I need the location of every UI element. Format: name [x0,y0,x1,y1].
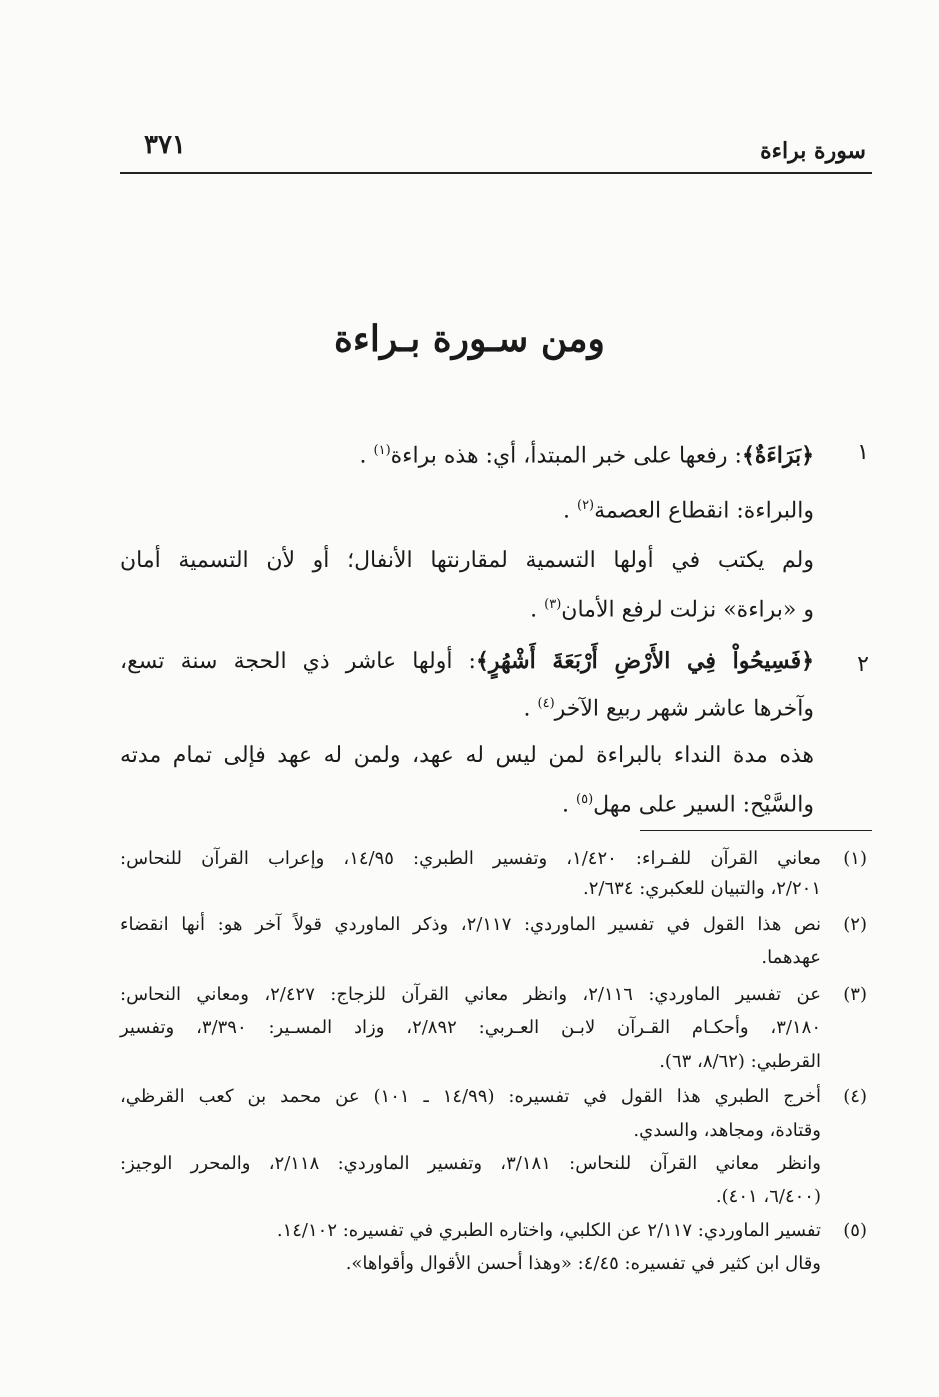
footnote-4-line-2: وقتادة، ومجاهد، والسدي. [633,1120,821,1141]
verse-2-line-2: وآخرها عاشر شهر ربيع الآخر$^{(٤)}$ . [523,696,814,722]
footnote-4-line-1: أخرج الطبري هذا القول في تفسيره: (١٤/٩٩ ـ ١٠١) عن محمد بن كعب القرظي، [120,1086,821,1107]
commentary-text: : أولها عاشر ذي الحجة سنة تسع، [120,649,476,674]
verse-1-line: ﴿بَرَاءَةٌ﴾: رفعها على خبر المبتدأ، أي: هذه براءة$^{(١)}$ . [359,442,814,469]
running-header [120,128,872,174]
page-number: ٣٧١ [144,130,186,160]
verse-number-2: ٢ [857,652,869,677]
footnote-ref: (٥) [576,792,594,807]
footnote-number-3: (٣) [843,984,867,1005]
footnote-3-line-1: عن تفسير الماوردي: ٢/١١٦، وانظر معاني القرآن للزجاج: ٢/٤٢٧، ومعاني النحاس: [120,984,822,1005]
footnote-2-line-2: عهدهما. [761,947,821,968]
paragraph-baraa-definition: والبراءة: انقطاع العصمة$^{(٢)}$ . [562,498,814,524]
chapter-title: ومن سـورة بـراءة [334,318,605,360]
footnote-1-line-2: ٢/٢٠١، والتبيان للعكبري: ٢/٦٣٤. [583,878,821,899]
footnote-number-2: (٢) [843,914,867,935]
footnote-1-line-1: معاني القرآن للفـراء: ١/٤٢٠، وتفسير الطبري: ١٤/٩٥، وإعراب القرآن للنحاس: [120,848,821,869]
paragraph-duration-line-1: هذه مدة النداء بالبراءة لمن ليس له عهد، ولمن له عهد فإلى تمام مدته [120,743,814,768]
commentary-text: والبراءة: انقطاع العصمة [594,498,814,524]
header-surah-name: سورة براءة [760,138,866,164]
quran-text: ﴿بَرَاءَةٌ﴾ [741,442,814,469]
verse-number-1: ١ [857,440,869,465]
footnote-number-5: (٥) [843,1220,867,1241]
paragraph-duration-line-2: والسَّيْح: السير على مهل$^{(٥)}$ . [562,792,814,818]
paragraph-basmala-line-2: و «براءة» نزلت لرفع الأمان$^{(٣)}$ . [530,597,814,623]
footnote-separator [640,830,872,831]
footnote-5-line-2: وقال ابن كثير في تفسيره: ٤/٤٥: «وهذا أحسن الأقوال وأقواها». [345,1253,821,1274]
footnote-3-line-3: القرطبي: (٨/٦٢، ٦٣). [659,1051,821,1072]
footnote-ref: (١) [373,443,391,458]
footnote-2-line-1: نص هذا القول في تفسير الماوردي: ٢/١١٧، وذكر الماوردي قولاً آخر هو: أنها انقضاء [120,914,821,935]
quran-text: ﴿فَسِيحُواْ فِي الأَرْضِ أَرْبَعَةَ أَشْهُرٍ﴾ [475,648,814,674]
footnote-ref: (٣) [544,597,562,612]
footnote-ref: (٤) [537,696,555,711]
verse-2-line-1 [120,646,814,677]
paragraph-basmala-line-1: ولم يكتب في أولها التسمية لمقارنتها الأنفال؛ أو لأن التسمية أمان [120,548,814,573]
commentary-text: : رفعها على خبر المبتدأ، أي: هذه براءة [390,443,742,469]
footnote-ref: (٢) [576,498,595,513]
footnote-number-1: (١) [843,848,867,869]
footnote-4-line-4: (٦/٤٠٠، ٤٠١). [715,1186,821,1207]
footnote-number-4: (٤) [843,1086,867,1107]
footnote-4-line-3: وانظر معاني القرآن للنحاس: ٣/١٨١، وتفسير الماوردي: ٢/١١٨، والمحرر الوجيز: [120,1153,821,1174]
footnote-5-line-1: تفسير الماوردي: ٢/١١٧ عن الكلبي، واختاره الطبري في تفسيره: ١٤/١٠٢. [276,1220,821,1241]
footnote-3-line-2: ٣/١٨٠، وأحكـام القـرآن لابـن العـربي: ٢/٨٩٢، وزاد المسـير: ٣/٣٩٠، وتفسير [120,1017,821,1038]
